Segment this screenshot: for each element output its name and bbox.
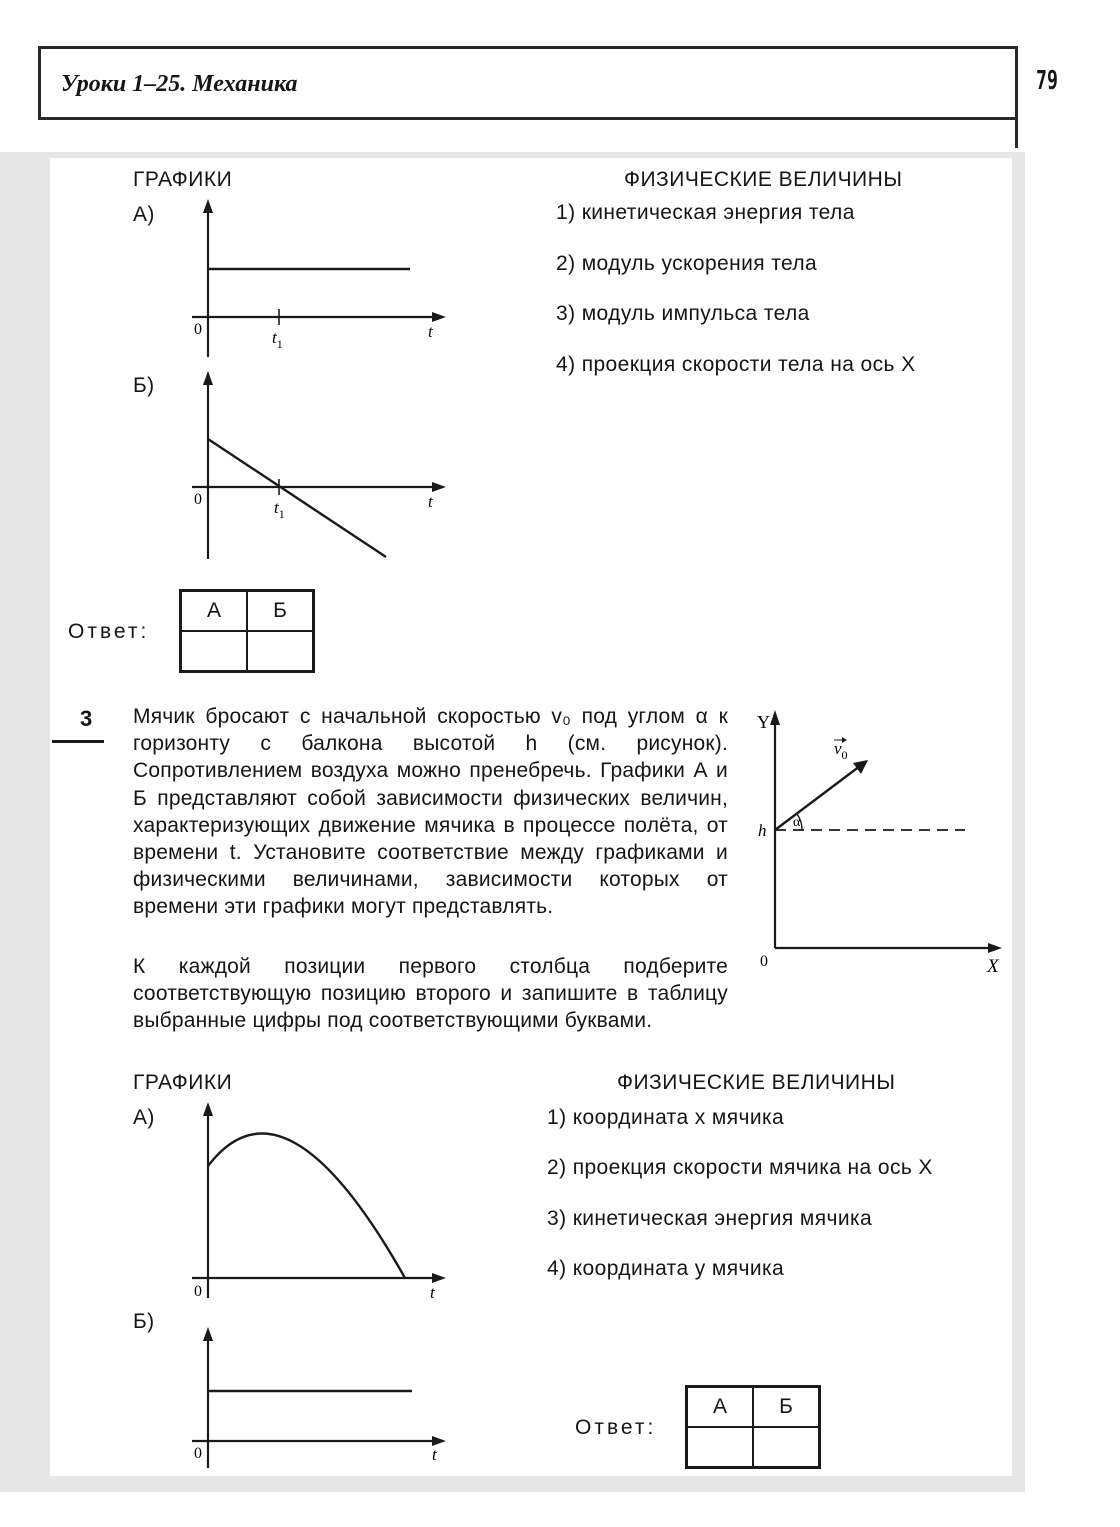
task2-graph-b-label: Б) (133, 374, 155, 397)
page-number: 79 (1036, 66, 1058, 96)
y-axis-arrow (203, 1327, 213, 1341)
origin-label: 0 (760, 953, 768, 970)
origin-label: 0 (194, 1445, 202, 1462)
answer-cell-b[interactable] (247, 631, 314, 672)
y-axis-arrow (203, 199, 213, 213)
x-axis-label: X (987, 956, 999, 977)
velocity-arrowhead (853, 760, 868, 774)
origin-label: 0 (194, 321, 202, 338)
answer-header-b: Б (247, 591, 314, 632)
answer-header-a: А (687, 1387, 754, 1428)
x-axis-label: t (428, 322, 433, 341)
x-axis-arrow (432, 1273, 446, 1283)
task3-quantities-heading: ФИЗИЧЕСКИЕ ВЕЛИЧИНЫ (617, 1071, 896, 1094)
x-axis-label: t (432, 1445, 437, 1464)
task3-graphs-heading: ГРАФИКИ (133, 1071, 233, 1094)
y-axis-label: Y (757, 712, 770, 732)
answer-header-b: Б (753, 1387, 820, 1428)
task2-quantity-3: 3) модуль импульса тела (556, 302, 810, 325)
task3-figure (750, 700, 1020, 980)
task3-number-rule (52, 740, 104, 743)
task2-answer-label: Ответ: (68, 620, 150, 643)
height-label: h (758, 821, 767, 840)
x-axis-arrow (432, 312, 446, 322)
running-header (38, 46, 1018, 120)
task2-graphs-heading: ГРАФИКИ (133, 168, 233, 191)
task2-graph-a (180, 195, 460, 370)
task3-graph-a (180, 1098, 460, 1303)
velocity-label: $v_0$ (834, 739, 848, 762)
task3-quantity-3: 3) кинетическая энергия мячика (547, 1207, 873, 1230)
task2-quantity-1: 1) кинетическая энергия тела (556, 201, 855, 224)
origin-label: 0 (194, 491, 202, 508)
velocity-label-arrowhead (842, 737, 847, 743)
answer-cell-a[interactable] (687, 1427, 754, 1468)
answer-cell-b[interactable] (753, 1427, 820, 1468)
header-divider (1015, 118, 1018, 148)
x-axis-arrow (432, 482, 446, 492)
answer-cell-a[interactable] (181, 631, 248, 672)
x-axis-label: t (428, 492, 433, 511)
task2-quantity-2: 2) модуль ускорения тела (556, 252, 818, 275)
y-axis-arrow (203, 371, 213, 385)
task3-graph-b (180, 1323, 460, 1473)
task3-paragraph-1: Мячик бросают с начальной скоростью v₀ под углом α к горизонту с балкона высотой h (см. рисунок). Сопротивлением воздуха можно пренебречь. Графики А и Б представляют собой зависимости физических величин, характеризующих движение мячика в процессе полёта, от времени t. Установите соответствие между графиками и физическими величинами, зависимости которых от времени эти графики могут представлять. (133, 705, 728, 919)
task3-paragraph-2: К каждой позиции первого столбца подберите соответствующую позицию второго и запишите в таблицу выбранные цифры под соответствующими буквами. (133, 955, 728, 1033)
angle-label: α (793, 815, 801, 830)
task2-quantities-heading: ФИЗИЧЕСКИЕ ВЕЛИЧИНЫ (624, 168, 903, 191)
header-title: Уроки 1–25. Механика (61, 71, 298, 97)
task3-graph-b-label: Б) (133, 1310, 155, 1333)
task3-quantity-1: 1) координата x мячика (547, 1106, 785, 1129)
task2-answer-table (179, 589, 315, 673)
task3-graph-a-label: А) (133, 1106, 155, 1129)
task3-answer-table (685, 1385, 821, 1469)
task2-graph-b (180, 367, 460, 567)
task3-answer-label: Ответ: (575, 1416, 657, 1439)
task3-quantity-2: 2) проекция скорости мячика на ось X (547, 1156, 933, 1179)
y-axis-arrow (203, 1102, 213, 1116)
t1-label: $t_1$ (274, 498, 285, 521)
answer-header-a: А (181, 591, 248, 632)
task3-quantity-4: 4) координата y мячика (547, 1257, 785, 1280)
y-axis-arrow (770, 710, 780, 725)
task3-number: 3 (80, 706, 93, 731)
t1-label: $t_1$ (272, 328, 283, 351)
origin-label: 0 (194, 1283, 202, 1300)
task2-quantity-4: 4) проекция скорости тела на ось X (556, 353, 916, 376)
graph-a-curve (208, 1134, 405, 1278)
velocity-vector (775, 766, 860, 830)
task2-graph-a-label: А) (133, 203, 155, 226)
x-axis-arrow (988, 943, 1002, 953)
x-axis-label: t (430, 1283, 435, 1302)
graph-b-curve (208, 439, 386, 557)
